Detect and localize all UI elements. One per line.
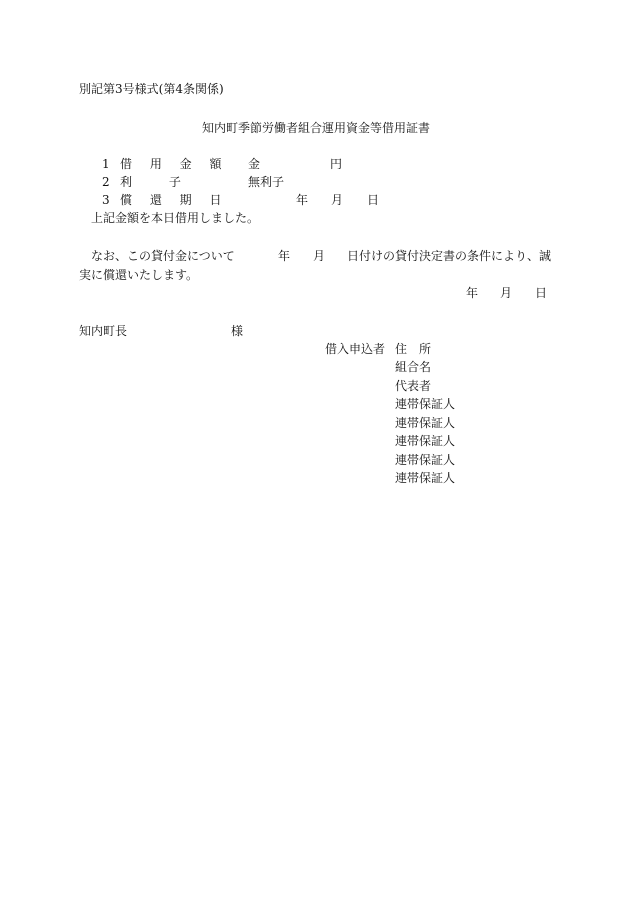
date-day-label: 日 — [535, 286, 548, 300]
applicant-field-union-name: 組合名 — [395, 360, 432, 374]
loan-amount-unit: 円 — [330, 157, 343, 171]
paragraph-year-label: 年 — [278, 249, 291, 263]
item-number: 1 — [102, 157, 110, 171]
addressee-honorific: 様 — [231, 324, 244, 338]
item-label-interest: 利 子 — [120, 175, 183, 189]
paragraph-line2: 実に償還いたします。 — [79, 268, 199, 282]
applicant-field-guarantor: 連帯保証人 — [395, 434, 456, 448]
applicant-field-guarantor: 連帯保証人 — [395, 416, 456, 430]
applicant-field-guarantor: 連帯保証人 — [395, 453, 456, 467]
item-label-repayment-date: 償 還 期 日 — [120, 193, 229, 207]
applicant-field-guarantor: 連帯保証人 — [395, 471, 456, 485]
repayment-day-label: 日 — [367, 193, 380, 207]
item-label-loan-amount: 借 用 金 額 — [120, 157, 229, 171]
repayment-month-label: 月 — [331, 193, 344, 207]
date-month-label: 月 — [500, 286, 513, 300]
borrowing-statement: 上記金額を本日借用しました。 — [91, 211, 260, 225]
item-number: 3 — [102, 193, 110, 207]
paragraph-line1-start: なお、この貸付金について — [91, 249, 235, 263]
paragraph-month-label: 月 — [313, 249, 326, 263]
loan-amount-prefix: 金 — [248, 157, 261, 171]
applicant-field-guarantor: 連帯保証人 — [395, 397, 456, 411]
item-number: 2 — [102, 175, 110, 189]
addressee-name: 知内町長 — [79, 324, 128, 338]
paragraph-line1-end: 日付けの貸付決定書の条件により、誠 — [347, 249, 552, 263]
applicant-field-address: 住 所 — [395, 342, 432, 356]
interest-value: 無利子 — [248, 175, 285, 189]
applicant-field-representative: 代表者 — [395, 379, 432, 393]
date-year-label: 年 — [466, 286, 479, 300]
document-title: 知内町季節労働者組合運用資金等借用証書 — [202, 121, 431, 135]
form-number-note: 別記第3号様式(第4条関係) — [79, 82, 224, 96]
applicant-heading: 借入申込者 — [325, 342, 386, 356]
repayment-year-label: 年 — [296, 193, 309, 207]
